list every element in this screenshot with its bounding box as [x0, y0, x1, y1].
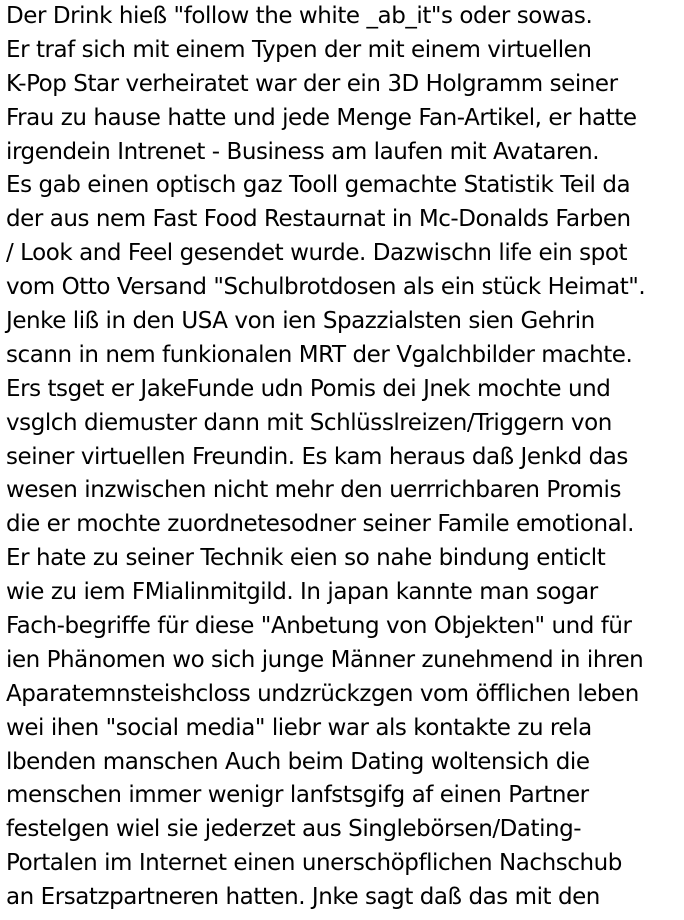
text-line: Aparatemnsteishcloss undzrückzgen vom öfflichen leben [6, 680, 639, 707]
text-line: Er traf sich mit einem Typen der mit einem virtuellen [6, 36, 592, 63]
text-line: Der Drink hieß "follow the white _ab_it"s oder sowas. [6, 3, 593, 29]
text-line: Frau zu hause hatte und jede Menge Fan-Artikel, er hatte [6, 104, 637, 131]
text-line: lbenden manschen Auch beim Dating woltensich die [6, 748, 590, 775]
text-line: die er mochte zuordnetesodner seiner Famile emotional. [6, 511, 635, 538]
text-line: K-Pop Star verheiratet war der ein 3D Holgramm seiner [6, 70, 618, 97]
text-line: ien Phänomen wo sich junge Männer zunehmend in ihren [6, 646, 644, 673]
body-text [6, 0, 682, 915]
text-line: scann in nem funkionalen MRT der Vgalchbilder machte. [6, 341, 633, 368]
text-line: vsglch diemuster dann mit Schlüsslreizen/Triggern von [6, 409, 612, 436]
text-line: Es gab einen optisch gaz Tooll gemachte Statistik Teil da [6, 172, 631, 199]
text-line: Fach-begriffe für diese "Anbetung von Objekten" und für [6, 613, 632, 640]
text-line: / Look and Feel gesendet wurde. Dazwischn life ein spot [6, 240, 628, 267]
text-line: menschen immer wenigr lanfstsgifg af einen Partner [6, 782, 589, 809]
text-line: festelgen wiel sie jederzet aus Singlebörsen/Dating- [6, 816, 582, 843]
text-line: vom Otto Versand "Schulbrotdosen als ein stück Heimat". [6, 274, 646, 301]
text-line: Ers tsget er JakeFunde udn Pomis dei Jnek mochte und [6, 375, 611, 402]
text-line: seiner virtuellen Freundin. Es kam heraus daß Jenkd das [6, 443, 628, 470]
text-line: wei ihen "social media" liebr war als kontakte zu rela [6, 714, 592, 741]
text-line: Portalen im Internet einen unerschöpflichen Nachschub [6, 850, 622, 877]
text-line: irgendein Intrenet - Business am laufen mit Avataren. [6, 138, 600, 165]
text-line: Er hate zu seiner Technik eien so nahe bindung enticlt [6, 545, 606, 572]
text-line: an Ersatzpartneren hatten. Jnke sagt daß das mit den [6, 884, 600, 911]
text-line: wie zu iem FMialinmitgild. In japan kannte man sogar [6, 579, 598, 606]
text-line: Jenke liß in den USA von ien Spazzialsten sien Gehrin [6, 308, 595, 335]
text-line: wesen inzwischen nicht mehr den uerrrichbaren Promis [6, 477, 621, 504]
text-line: der aus nem Fast Food Restaurnat in Mc-Donalds Farben [6, 206, 631, 233]
